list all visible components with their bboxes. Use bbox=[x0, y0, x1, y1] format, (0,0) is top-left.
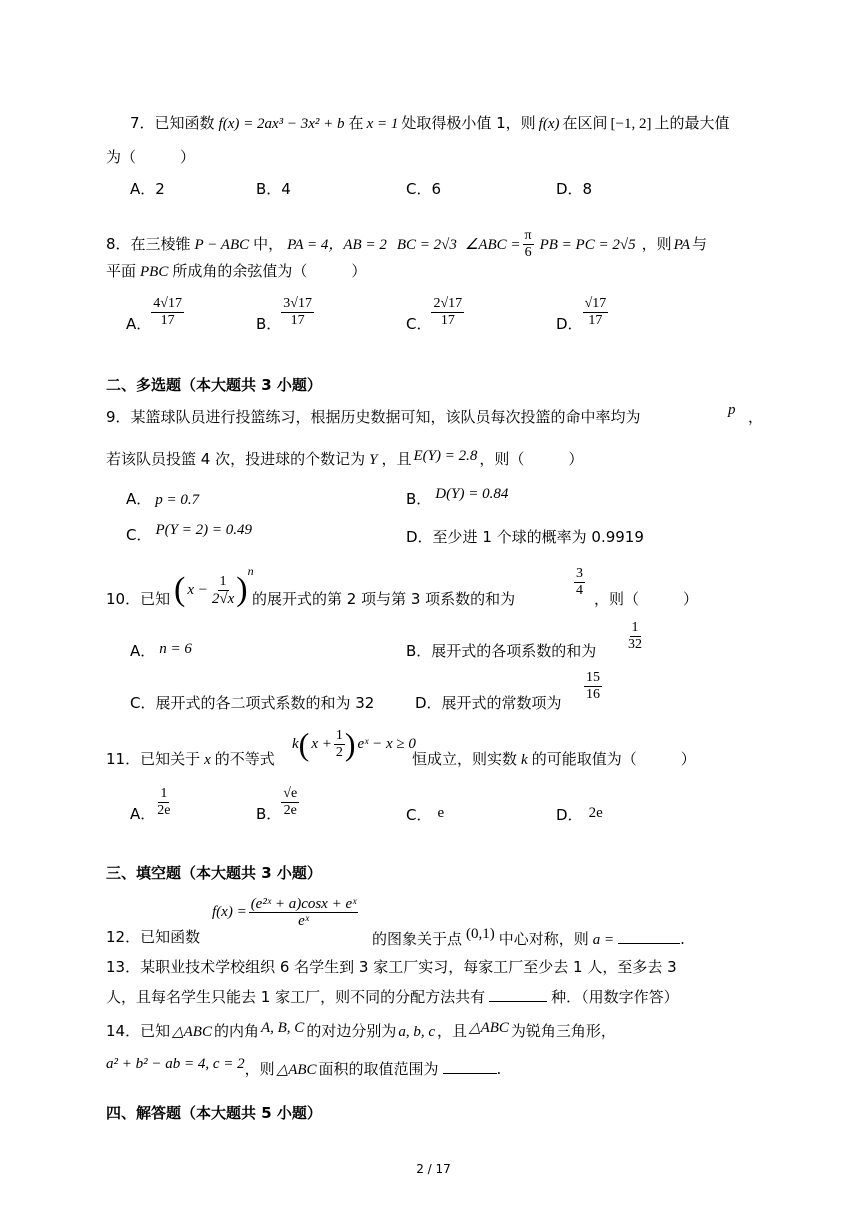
q7-line1: 7．已知函数 f(x) = 2ax³ − 3x² + b 在 x = 1 处取得极小值 1，则 f(x) 在区间 [−1, 2] 上的最大值 bbox=[130, 114, 730, 132]
q9-option-a: A． p = 0.7 bbox=[126, 490, 200, 508]
q11-option-c: C． e bbox=[406, 805, 445, 824]
section-multiple-choice-heading: 二、多选题（本大题共 3 小题） bbox=[106, 376, 322, 394]
q11-line1a: 11．已知关于 x 的不等式 bbox=[106, 750, 275, 768]
q10-binomial-expression: ( x − $\frac{1}{2√x}$ ) n bbox=[174, 564, 254, 608]
q8-option-a: A． $\frac{4√17}{17}$ bbox=[126, 296, 182, 333]
q11-inequality: k ( x + $\frac{1}{2}$ ) eˣ − x ≥ 0 bbox=[292, 726, 416, 762]
q12-answer-blank[interactable] bbox=[618, 929, 680, 944]
q10-option-a: A． n = 6 bbox=[130, 641, 192, 660]
q14-line2: a² + b² − ab = 4, c = 2，则 △ABC 面积的取值范围为 . bbox=[106, 1056, 502, 1078]
q7-line2: 为（ ） bbox=[106, 148, 196, 166]
q9-option-d: D．至少进 1 个球的概率为 0.9919 bbox=[406, 528, 644, 546]
q9-line2: 若该队员投篮 4 次，投进球的个数记为 Y ，且 E(Y) = 2.8 ，则（ ） bbox=[106, 448, 584, 468]
q12-function: f(x) = $\frac{\text{(e²ˣ + a)cosx + eˣ}}{\text{eˣ}}$ bbox=[212, 896, 357, 929]
q8-pyramid: P − ABC bbox=[194, 237, 250, 253]
q14-answer-blank[interactable] bbox=[443, 1059, 497, 1074]
q10-option-c: C．展开式的各二项式系数的和为 32 bbox=[130, 694, 375, 712]
q9-p: p bbox=[728, 402, 736, 418]
q10-option-d: D．展开式的常数项为 bbox=[415, 694, 562, 712]
q10-text: 的展开式的第 2 项与第 3 项系数的和为 bbox=[252, 590, 516, 608]
q13-line2: 人，且每名学生只能去 1 家工厂，则不同的分配方法共有 种．（用数字作答） bbox=[106, 988, 679, 1006]
q8-option-b: B． $\frac{3√17}{17}$ bbox=[256, 296, 312, 333]
q11-option-a: A． $\frac{1}{2e}$ bbox=[130, 786, 171, 823]
q8-option-c: C． $\frac{2√17}{17}$ bbox=[406, 296, 463, 333]
q9-option-b: B． D(Y) = 0.84 bbox=[406, 486, 509, 508]
q13-line1: 13．某职业技术学校组织 6 名学生到 3 家工厂实习，每家工厂至少去 1 人，至多去 3 bbox=[106, 958, 677, 976]
q7-function: f(x) = 2ax³ − 3x² + b bbox=[218, 116, 345, 132]
q10-fraction: $\frac{3}{4}$ bbox=[576, 566, 583, 598]
q7-option-c: C．6 bbox=[406, 180, 442, 198]
q8-line2: 平面 PBC 所成角的余弦值为（ ） bbox=[106, 262, 367, 280]
q7-condition: x = 1 bbox=[366, 116, 399, 132]
q14-line1: 14．已知 △ABC 的内角 A, B, C 的对边分别为 a, b, c ，且 △ABC 为锐角三角形， bbox=[106, 1020, 616, 1040]
q8-option-d: D． $\frac{√17}{17}$ bbox=[556, 296, 607, 333]
q9-line1: 9．某篮球队员进行投篮练习，根据历史数据可知，该队员每次投篮的命中率均为 bbox=[106, 408, 641, 426]
q10-option-b: B．展开式的各项系数的和为 bbox=[406, 642, 597, 660]
section-solution-heading: 四、解答题（本大题共 5 小题） bbox=[106, 1104, 322, 1122]
q8-line1: 8．在三棱锥 P − ABC 中， PA = 4，AB = 2 BC = 2√3 ∠ABC = $\frac{\pi}{6}$ PB = PC = 2√5 ，则 PA 与 bbox=[106, 228, 708, 260]
q7-interval: [−1, 2] bbox=[610, 116, 652, 132]
q7-option-a: A．2 bbox=[130, 180, 165, 198]
q7-option-d: D．8 bbox=[556, 180, 593, 198]
q9-option-c: C． P(Y = 2) = 0.49 bbox=[126, 522, 252, 544]
q11-option-b: B． $\frac{√e}{2e}$ bbox=[256, 786, 298, 823]
q11-option-d: D． 2e bbox=[556, 805, 603, 824]
q13-answer-blank[interactable] bbox=[489, 987, 547, 1002]
q12-text: 的图象关于点 (0,1) 中心对称，则 a = . bbox=[372, 926, 685, 948]
q7-option-b: B．4 bbox=[256, 180, 291, 198]
page-number: 2 / 17 bbox=[416, 1162, 451, 1176]
q8-angle-fraction: $\frac{\pi}{6}$ bbox=[524, 228, 532, 260]
section-fill-in-heading: 三、填空题（本大题共 3 小题） bbox=[106, 864, 322, 882]
q11-line1b: 恒成立，则实数 k 的可能取值为（ ） bbox=[412, 750, 696, 768]
